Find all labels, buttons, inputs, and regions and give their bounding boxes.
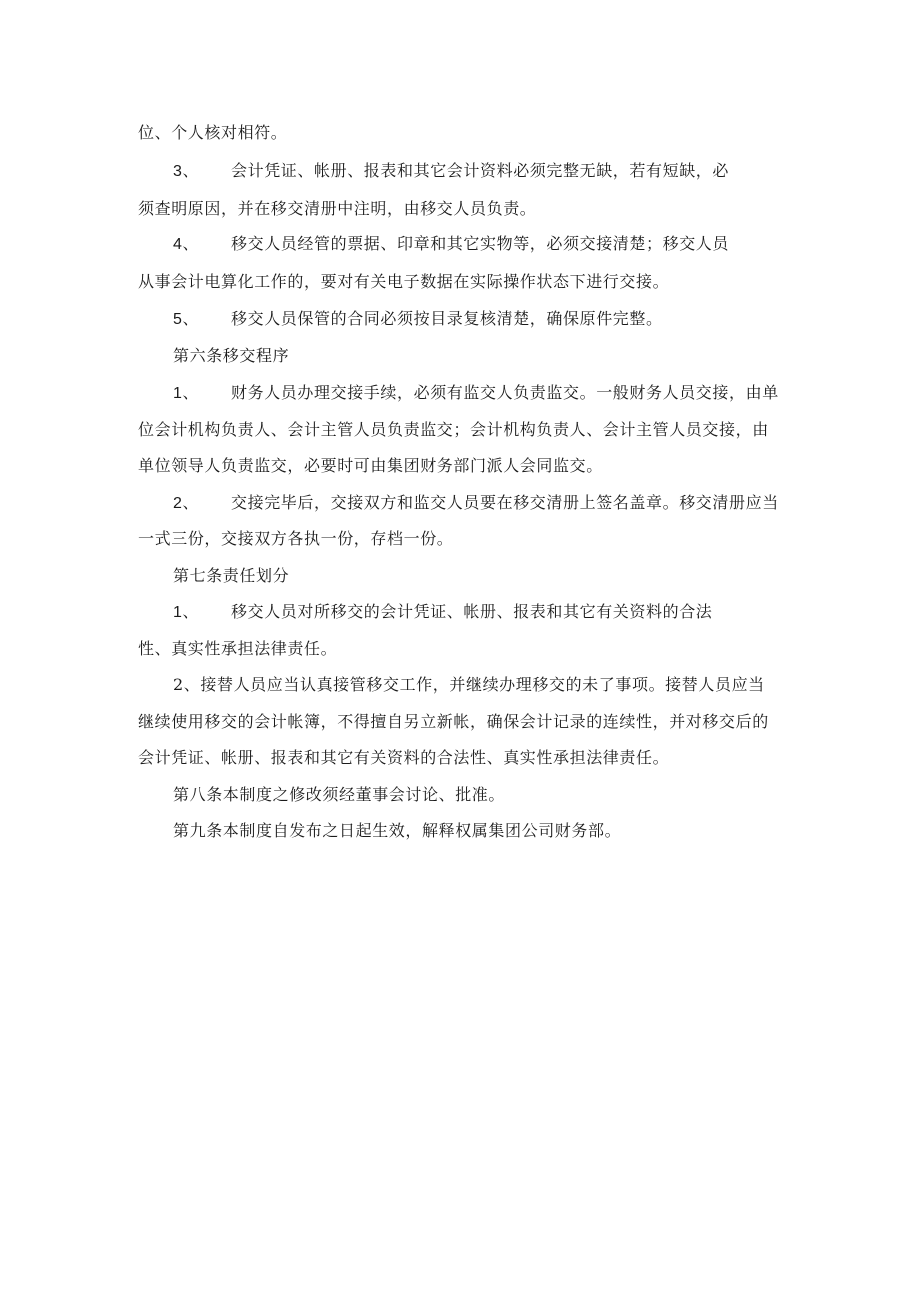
list-item-1 (173, 383, 779, 404)
item-number: 1、 (173, 385, 200, 402)
item-number: 4、 (173, 236, 200, 253)
list-item-2 (173, 493, 779, 514)
line-text: 从事会计电算化工作的，要对有关电子数据在实际操作状态下进行交接。 (138, 272, 670, 291)
item-number: 2、 (173, 495, 200, 512)
text-line (138, 712, 769, 732)
text-line (138, 420, 769, 440)
list-item-2 (173, 675, 765, 695)
line-text: 第八条本制度之修改须经董事会讨论、批准。 (173, 785, 506, 804)
line-text: 财务人员办理交接手续，必须有监交人负责监交。一般财务人员交接，由单 (231, 383, 779, 402)
line-text: 性、真实性承担法律责任。 (138, 639, 338, 658)
article-eight (173, 785, 505, 805)
list-item-4 (173, 234, 729, 255)
item-number: 1、 (173, 604, 200, 621)
line-text: 位会计机构负责人、会计主管人员负责监交；会计机构负责人、会计主管人员交接，由 (138, 420, 769, 439)
text-line (138, 748, 669, 768)
line-text: 第七条责任划分 (173, 566, 290, 585)
line-text: 单位领导人负责监交，必要时可由集团财务部门派人会同监交。 (138, 456, 603, 475)
line-text: 须查明原因，并在移交清册中注明，由移交人员负责。 (138, 199, 537, 218)
line-text: 会计凭证、帐册、报表和其它会计资料必须完整无缺，若有短缺，必 (231, 161, 730, 180)
line-text: 位、个人核对相符。 (138, 123, 288, 142)
text-line (138, 272, 669, 292)
line-text: 移交人员保管的合同必须按目录复核清楚，确保原件完整。 (231, 309, 663, 328)
article-nine (173, 821, 621, 841)
text-line (138, 639, 337, 659)
line-text: 继续使用移交的会计帐簿，不得擅自另立新帐，确保会计记录的连续性，并对移交后的 (138, 712, 769, 731)
list-item-3 (173, 161, 729, 182)
list-item-1 (173, 602, 712, 623)
item-number: 3、 (173, 163, 200, 180)
line-text: 移交人员对所移交的会计凭证、帐册、报表和其它有关资料的合法 (231, 602, 713, 621)
list-item-5 (173, 309, 663, 330)
line-text: 第九条本制度自发布之日起生效，解释权属集团公司财务部。 (173, 821, 622, 840)
text-line (138, 529, 453, 549)
article-heading (173, 566, 289, 586)
line-text: 2、接替人员应当认真接管移交工作，并继续办理移交的未了事项。接替人员应当 (173, 675, 765, 694)
item-number: 5、 (173, 311, 200, 328)
article-heading (173, 346, 289, 366)
line-text: 移交人员经管的票据、印章和其它实物等，必须交接清楚；移交人员 (231, 234, 730, 253)
text-line (138, 456, 603, 476)
line-text: 第六条移交程序 (173, 346, 290, 365)
line-text: 会计凭证、帐册、报表和其它有关资料的合法性、真实性承担法律责任。 (138, 748, 670, 767)
line-text: 一式三份，交接双方各执一份，存档一份。 (138, 529, 454, 548)
text-line (138, 123, 287, 143)
text-line (138, 199, 536, 219)
line-text: 交接完毕后，交接双方和监交人员要在移交清册上签名盖章。移交清册应当 (231, 493, 779, 512)
